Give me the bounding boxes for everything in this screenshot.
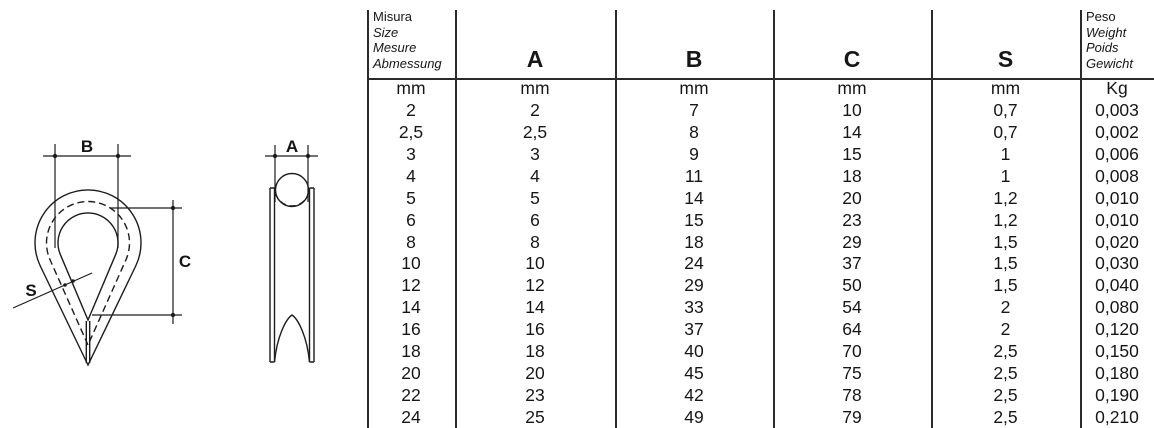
dim-b-lines (43, 144, 131, 248)
table-cell-c-row1: 14 (842, 122, 862, 143)
column-header-b: B (685, 46, 703, 72)
table-cell-size-row14: 24 (401, 406, 421, 427)
table-cell-weight-row0: 0,003 (1095, 100, 1139, 121)
table-cell-a-row1: 2,5 (522, 122, 548, 143)
table-cell-s-row9: 2 (1000, 297, 1011, 318)
rope-centerline-dashed (46, 201, 129, 345)
dim-b-tick-left (53, 154, 57, 158)
weight-header-de: Gewicht (1086, 55, 1133, 71)
table-cell-weight-row5: 0,010 (1095, 209, 1139, 230)
table-cell-c-row13: 78 (842, 384, 862, 405)
size-column-header (367, 0, 455, 78)
thimble-front-view-svg (0, 130, 220, 428)
table-cell-b-row6: 18 (684, 231, 704, 252)
table-cell-s-row8: 1,5 (993, 275, 1018, 296)
thimble-side-view-drawing (230, 130, 370, 428)
table-cell-b-row8: 29 (684, 275, 704, 296)
table-cell-a-row7: 10 (525, 253, 545, 274)
side-left-wall (270, 188, 275, 362)
table-cell-s-row1: 0,7 (993, 122, 1018, 143)
table-cell-size-row10: 16 (401, 319, 421, 340)
table-cell-b-row1: 8 (689, 122, 699, 143)
table-cell-size-row0: 2 (406, 100, 416, 121)
table-cell-size-row6: 8 (406, 231, 416, 252)
table-cell-weight-row10: 0,120 (1095, 319, 1139, 340)
table-cell-a-row11: 18 (525, 340, 545, 361)
side-right-wall (310, 188, 315, 362)
table-cell-b-row7: 24 (684, 253, 704, 274)
table-cell-a-row6: 8 (530, 231, 540, 252)
table-cell-a-row14: 25 (525, 406, 545, 427)
unit-cell-s: mm (990, 78, 1021, 99)
table-cell-weight-row4: 0,010 (1095, 187, 1139, 208)
size-header-en: Size (373, 24, 399, 40)
dim-a-tick-right (306, 154, 310, 158)
weight-header-en: Weight (1086, 24, 1127, 40)
table-cell-b-row2: 9 (689, 144, 699, 165)
table-cell-weight-row8: 0,040 (1095, 275, 1139, 296)
table-cell-s-row14: 2,5 (993, 406, 1018, 427)
table-cell-s-row6: 1,5 (993, 231, 1018, 252)
table-cell-c-row2: 15 (842, 144, 862, 165)
table-cell-c-row11: 70 (842, 340, 862, 361)
dim-a-tick-left (273, 154, 277, 158)
table-cell-b-row5: 15 (684, 209, 704, 230)
weight-header-it: Peso (1086, 9, 1116, 24)
table-cell-size-row13: 22 (401, 384, 421, 405)
spec-table (367, 0, 1154, 428)
thimble-outer-outline (35, 190, 141, 365)
table-cell-weight-row7: 0,030 (1095, 253, 1139, 274)
table-cell-b-row14: 49 (684, 406, 704, 427)
table-cell-a-row8: 12 (525, 275, 545, 296)
table-cell-weight-row9: 0,080 (1095, 297, 1139, 318)
thimble-front-view-drawing (0, 130, 220, 428)
table-cell-weight-row11: 0,150 (1095, 340, 1139, 361)
table-cell-b-row9: 33 (684, 297, 704, 318)
table-cell-b-row4: 14 (684, 187, 704, 208)
table-cell-a-row0: 2 (530, 100, 540, 121)
table-cell-b-row10: 37 (684, 319, 704, 340)
table-cell-c-row10: 64 (842, 319, 862, 340)
table-cell-size-row4: 5 (406, 187, 416, 208)
table-cell-c-row12: 75 (842, 362, 862, 383)
table-cell-b-row11: 40 (684, 340, 704, 361)
dim-label-a: A (285, 137, 299, 156)
table-cell-c-row6: 29 (842, 231, 862, 252)
dim-b-tick-right (116, 154, 120, 158)
dim-c-tick-top (171, 206, 175, 210)
groove-dashed-arc (276, 193, 309, 206)
dim-label-b: B (80, 137, 94, 156)
table-cell-s-row0: 0,7 (993, 100, 1018, 121)
table-cell-c-row8: 50 (842, 275, 862, 296)
table-cell-size-row7: 10 (401, 253, 421, 274)
table-cell-s-row13: 2,5 (993, 384, 1018, 405)
thimble-inner-outline (58, 213, 118, 320)
table-cell-size-row1: 2,5 (398, 122, 424, 143)
table-cell-c-row0: 10 (842, 100, 862, 121)
table-cell-b-row13: 42 (684, 384, 704, 405)
table-cell-c-row14: 79 (842, 406, 862, 427)
table-cell-a-row9: 14 (525, 297, 545, 318)
thimble-seam-slit (86, 321, 89, 363)
table-cell-b-row12: 45 (684, 362, 704, 383)
table-cell-size-row2: 3 (406, 144, 416, 165)
table-cell-a-row2: 3 (530, 144, 540, 165)
table-cell-size-row5: 6 (406, 209, 416, 230)
table-cell-a-row3: 4 (530, 165, 540, 186)
column-header-a: A (526, 46, 544, 72)
column-header-s: S (997, 46, 1014, 72)
table-cell-c-row7: 37 (842, 253, 862, 274)
table-cell-b-row0: 7 (689, 100, 699, 121)
table-cell-s-row11: 2,5 (993, 340, 1018, 361)
table-cell-size-row3: 4 (406, 165, 416, 186)
size-header-fr: Mesure (373, 40, 417, 55)
table-cell-s-row2: 1 (1000, 144, 1011, 165)
table-cell-a-row5: 6 (530, 209, 540, 230)
table-cell-weight-row1: 0,002 (1095, 122, 1139, 143)
size-header-it: Misura (373, 9, 413, 24)
dim-s-tick-outer (63, 283, 67, 287)
table-cell-weight-row12: 0,180 (1095, 362, 1139, 383)
dim-label-s: S (25, 281, 37, 300)
table-cell-c-row4: 20 (842, 187, 862, 208)
table-cell-size-row12: 20 (401, 362, 421, 383)
unit-cell-b: mm (679, 78, 709, 99)
table-cell-weight-row13: 0,190 (1095, 384, 1139, 405)
size-header-de: Abmessung (373, 55, 442, 71)
thimble-side-view-svg (230, 130, 370, 428)
unit-cell-a: mm (520, 78, 550, 99)
table-cell-s-row5: 1,2 (993, 209, 1018, 230)
table-cell-size-row11: 18 (401, 340, 421, 361)
table-cell-a-row10: 16 (525, 319, 545, 340)
weight-header-fr: Poids (1086, 40, 1119, 55)
dim-label-c: C (178, 252, 192, 271)
column-header-c: C (843, 46, 861, 72)
table-cell-a-row13: 23 (525, 384, 545, 405)
spec-table-grid (367, 0, 1154, 428)
table-cell-weight-row2: 0,006 (1095, 144, 1139, 165)
table-cell-c-row9: 54 (842, 297, 862, 318)
table-cell-a-row4: 5 (530, 187, 540, 208)
table-cell-size-row8: 12 (401, 275, 421, 296)
table-cell-s-row4: 1,2 (993, 187, 1018, 208)
table-cell-c-row5: 23 (842, 209, 862, 230)
dim-s-tick-inner (71, 279, 75, 283)
table-cell-weight-row6: 0,020 (1095, 231, 1139, 252)
table-cell-a-row12: 20 (525, 362, 545, 383)
table-cell-s-row3: 1 (1000, 165, 1011, 186)
table-cell-s-row7: 1,5 (993, 253, 1018, 274)
table-cell-s-row12: 2,5 (993, 362, 1018, 383)
table-cell-size-row9: 14 (401, 297, 421, 318)
unit-cell-c: mm (837, 78, 867, 99)
unit-cell-size: mm (396, 78, 426, 99)
table-cell-s-row10: 2 (1000, 319, 1011, 340)
bottom-arch (275, 315, 310, 362)
table-cell-b-row3: 11 (684, 165, 704, 186)
table-cell-c-row3: 18 (842, 165, 862, 186)
dim-c-tick-bottom (171, 313, 175, 317)
table-cell-weight-row14: 0,210 (1095, 406, 1139, 427)
unit-cell-weight: Kg (1106, 78, 1128, 99)
weight-column-header (1080, 0, 1154, 78)
table-cell-weight-row3: 0,008 (1095, 165, 1139, 186)
